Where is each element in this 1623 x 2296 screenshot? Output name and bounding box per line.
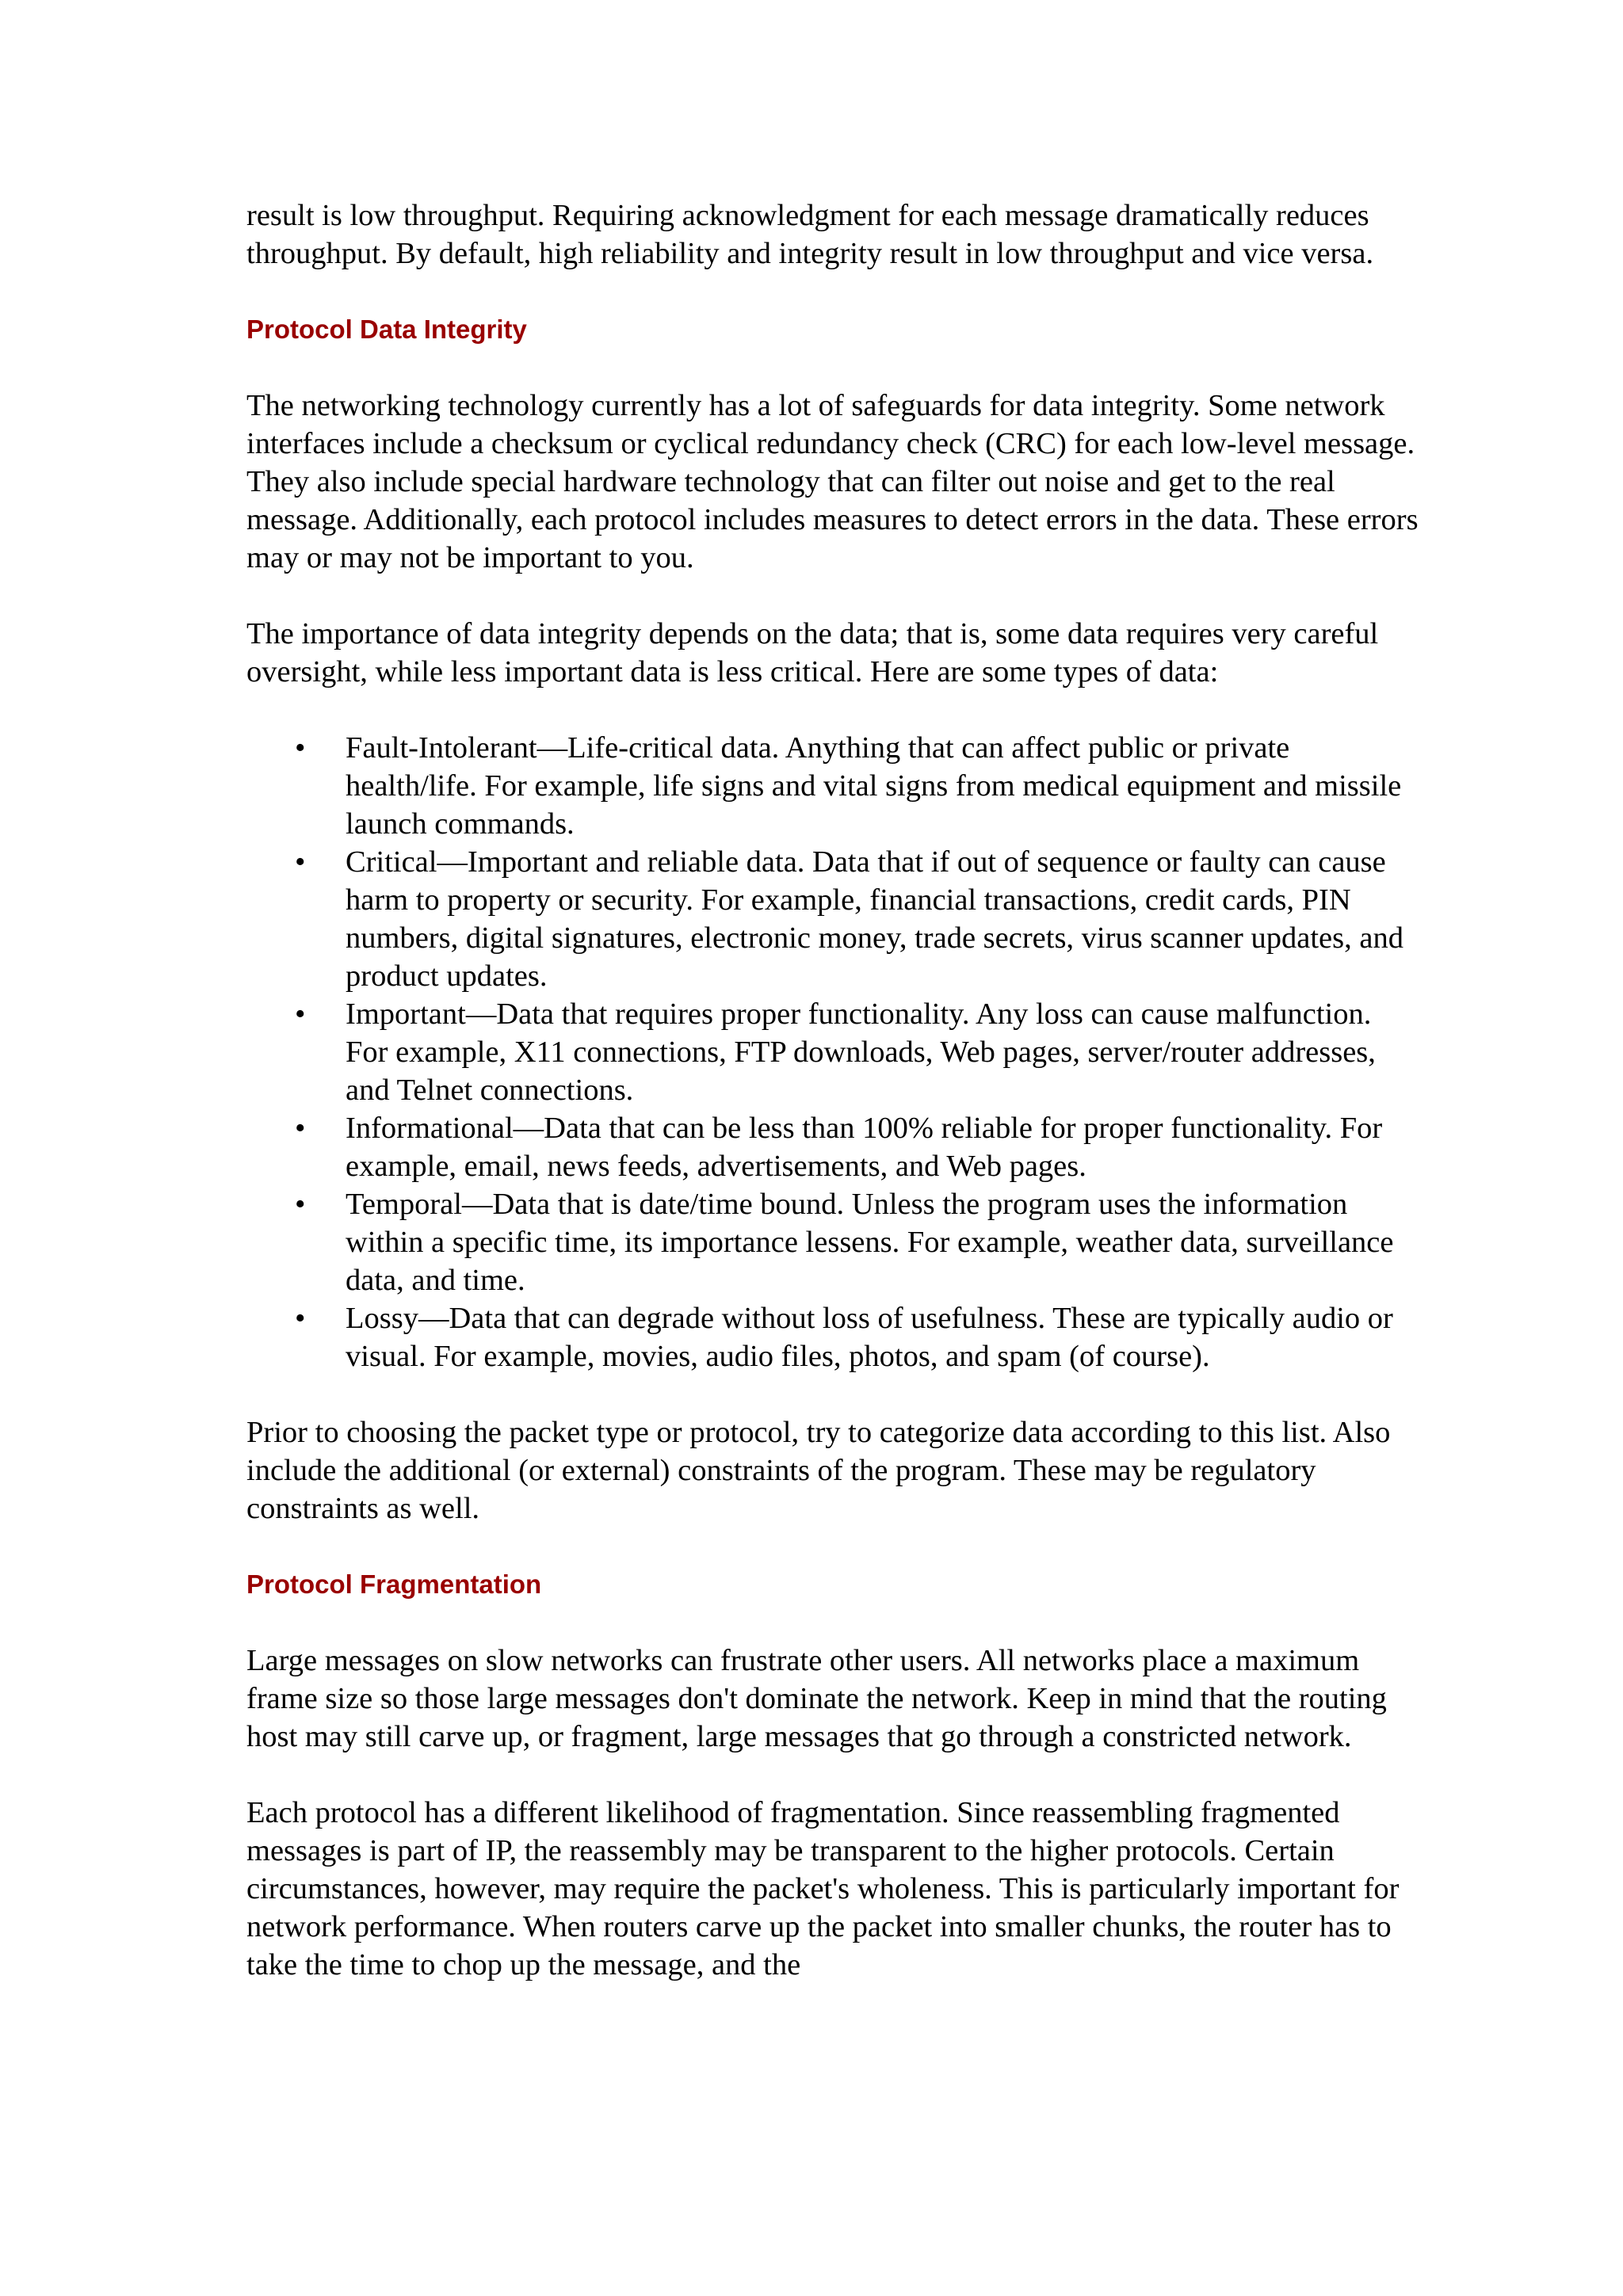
body-paragraph: The networking technology currently has a lot of safeguards for data integrity. Some network interfaces include a checksum or cyclical redundancy check (CRC) for each low-level message. They also include special hardware technology that can filter out noise and get to the real message. Additionally, each protocol includes measures to detect errors in the data. These errors may or may not be important to you. [246,389,1419,574]
list-item: • Informational—Data that can be less than 100% reliable for proper functionality. For example, email, news feeds, advertisements, and Web pages. [346,1109,1419,1185]
body-paragraph: Each protocol has a different likelihood of fragmentation. Since reassembling fragmented messages is part of IP, the reassembly may be transparent to the higher protocols. Certain circumstances, however, may require the packet's wholeness. This is particularly important for network performance. When routers carve up the packet into smaller chunks, the router has to take the time to chop up the message, and the [246,1796,1400,1981]
body-paragraph: Large messages on slow networks can frustrate other users. All networks place a maximum frame size so those large messages don't dominate the network. Keep in mind that the routing host may still carve up, or fragment, large messages that go through a constricted network. [246,1644,1387,1753]
section-heading-fragmentation: Protocol Fragmentation [246,1569,542,1599]
document-page [246,196,1419,1984]
list-item: • Temporal—Data that is date/time bound. Unless the program uses the information within a specific time, its importance lessens. For example, weather data, surveillance data, and time. [346,1185,1419,1299]
body-paragraph: The importance of data integrity depends on the data; that is, some data requires very careful oversight, while less important data is less critical. Here are some types of data: [246,617,1379,688]
data-types-list [246,729,1419,1375]
section-heading-data-integrity: Protocol Data Integrity [246,315,527,344]
list-item: • Important—Data that requires proper functionality. Any loss can cause malfunction. For example, X11 connections, FTP downloads, Web pages, server/router addresses, and Telnet connections. [346,995,1419,1109]
list-item: • Fault-Intolerant—Life-critical data. Anything that can affect public or private health/life. For example, life signs and vital signs from medical equipment and missile launch commands. [346,729,1419,843]
list-item: • Critical—Important and reliable data. Data that if out of sequence or faulty can cause harm to property or security. For example, financial transactions, credit cards, PIN numbers, digital signatures, electronic money, trade secrets, virus scanner updates, and product updates. [346,843,1419,995]
list-item: • Lossy—Data that can degrade without loss of usefulness. These are typically audio or visual. For example, movies, audio files, photos, and spam (of course). [346,1299,1419,1375]
body-paragraph: Prior to choosing the packet type or protocol, try to categorize data according to this list. Also include the additional (or external) constraints of the program. These may be regulatory constraints as well. [246,1416,1391,1525]
intro-paragraph: result is low throughput. Requiring acknowledgment for each message dramatically reduces throughput. By default, high reliability and integrity result in low throughput and vice versa. [246,199,1374,270]
